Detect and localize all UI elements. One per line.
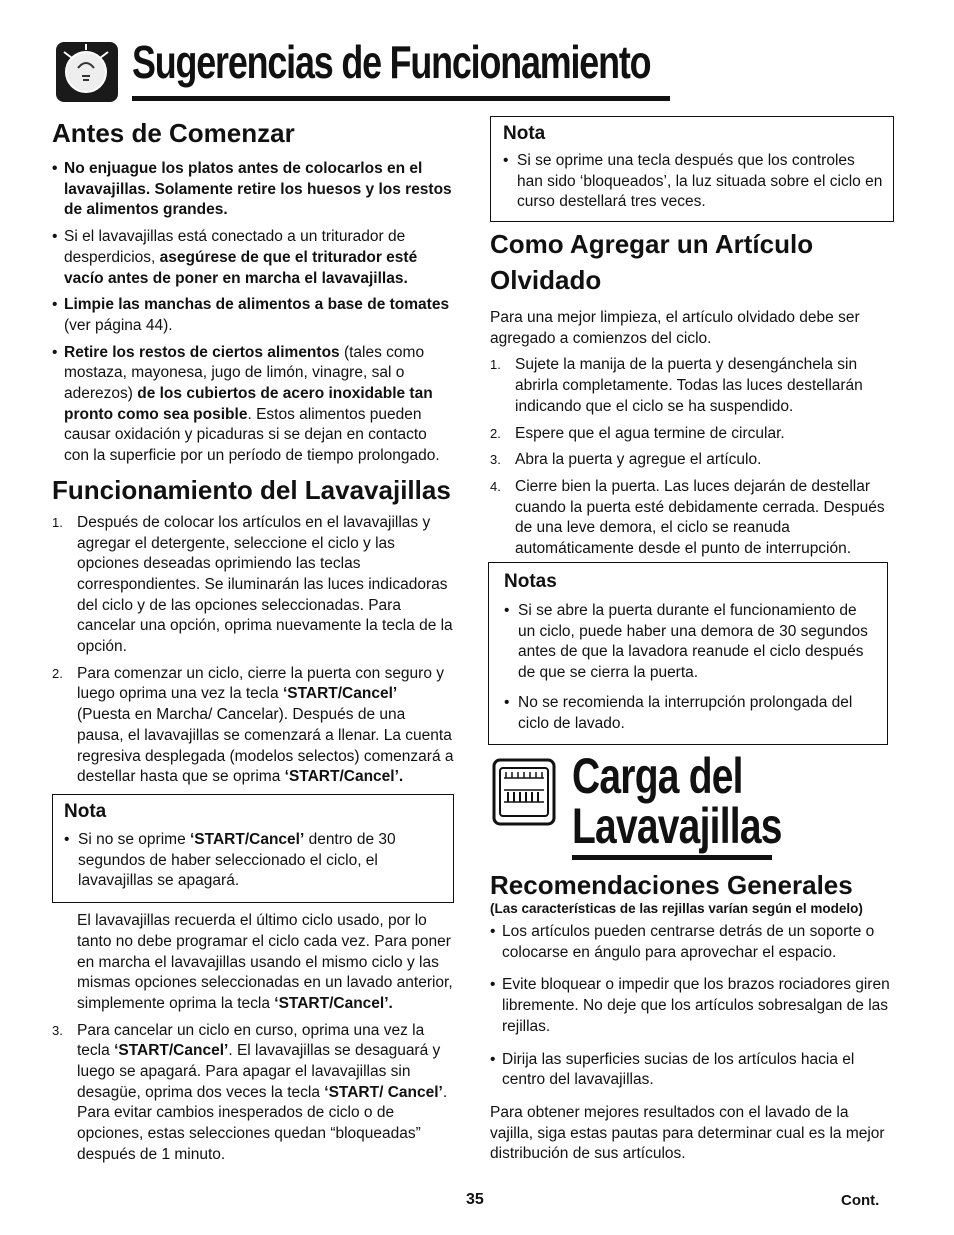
nota-box [52, 794, 454, 903]
list-item: 1. Sujete la manija de la puerta y desengánchela sin abrirla completamente. Todas las luces destellarán indicando que el ciclo se ha suspendido. [490, 356, 863, 415]
list-item: • No enjuague los platos antes de colocarlos en el lavavajillas. Solamente retire los huesos y los restos de alimentos grandes. [52, 159, 454, 221]
list-item: 3. Abra la puerta y agregue el artículo. [490, 451, 762, 469]
func-list [52, 513, 454, 788]
right-column-bottom [490, 868, 894, 1165]
nota-top-box [490, 116, 894, 222]
list-item: • Retire los restos de ciertos alimentos (tales como mostaza, mayonesa, jugo de limón, vinagre, sal o aderezos) de los cubiertos de acero inoxidable tan pronto como sea posible. Estos alimentos pueden causar oxidación y picaduras si se dejan en contacto con la superficie por un período de tiempo prolongado. [52, 343, 454, 467]
paragraph: Para una mejor limpieza, el artículo olvidado debe ser agregado a comienzos del ciclo. [490, 309, 860, 347]
nota-text: • Si se oprime una tecla después que los controles han sido ‘bloqueados’, la luz situada sobre el ciclo en curso destellará tres veces. [503, 151, 883, 213]
list-item: • Dirija las superficies sucias de los artículos hacia el centro del lavavajillas. [490, 1050, 894, 1091]
nota-text: • Si se abre la puerta durante el funcionamiento de un ciclo, puede haber una demora de 30 segundos antes de que la lavadora reanude el ciclo después de que se cierra la puerta. [504, 601, 877, 684]
list-item: • Los artículos pueden centrarse detrás de un soporte o colocarse en ángulo para aprovechar el espacio. [490, 922, 894, 963]
page-title: Sugerencias de Funcionamiento [132, 36, 651, 88]
agregar-list [490, 355, 894, 559]
nota-title: Nota [503, 123, 546, 144]
paragraph: Para obtener mejores resultados con el lavado de la vajilla, siga estas pautas para determinar cual es la mejor distribución de sus artículos. [490, 1103, 885, 1163]
heading-funcionamiento: Funcionamiento del Lavavajillas [52, 474, 451, 505]
notas-title: Notas [504, 571, 557, 592]
list-item: 4. Cierre bien la puerta. Las luces dejarán de destellar cuando la puerta esté debidamente cerrada. Después de una leve demora, el ciclo se reanuda automáticamente desde el punto de interrupción. [490, 477, 885, 558]
list-item: 2. Espere que el agua termine de circular. [490, 424, 785, 442]
subheading: (Las características de las rejillas varían según el modelo) [490, 901, 863, 916]
heading-recomendaciones: Recomendaciones Generales [490, 870, 853, 900]
right-column-top [490, 226, 894, 566]
title-rule [132, 96, 670, 101]
nota-text: • No se recomienda la interrupción prolongada del ciclo de lavado. [504, 693, 877, 734]
recom-list [490, 922, 894, 1091]
list-item: 2. Para comenzar un ciclo, cierre la puerta con seguro y luego oprima una vez la tecla ‘START/Cancel’ (Puesta en Marcha/ Cancelar). Después de una pausa, el lavavajillas se comenzará a llenar. La cuenta regresiva desplegada (modelos selectos) comenzará a destellar hasta que se oprima ‘START/Cancel’. [52, 664, 454, 786]
paragraph: El lavavajillas recuerda el último ciclo usado, por lo tanto no debe programar el ciclo cada vez. Para poner en marcha el lavavajillas usando el mismo ciclo y las mismas opciones seleccionadas en un lavado anterior, simplemente oprima la tecla ‘START/Cancel’. [77, 912, 453, 1012]
dishwasher-icon [492, 758, 556, 826]
left-column [52, 116, 454, 1172]
func-list-2 [52, 1021, 454, 1166]
page-number: 35 [466, 1191, 484, 1208]
section-title-line2: Lavavajillas [572, 798, 782, 854]
antes-list [52, 159, 454, 467]
nota-text: • Si no se oprime ‘START/Cancel’ dentro de 30 segundos de haber seleccionado el ciclo, el lavavajillas se apagará. [64, 830, 443, 892]
list-item: 1. Después de colocar los artículos en el lavavajillas y agregar el detergente, seleccione el ciclo y las opciones deseadas oprimiendo las teclas correspondientes. Se iluminarán las luces indicadoras del ciclo y de las opciones seleccionadas. Para cancelar una opción, oprima nuevamente la tecla de la opción. [52, 513, 453, 656]
list-item: • Limpie las manchas de alimentos a base de tomates (ver página 44). [52, 295, 454, 336]
heading-antes: Antes de Comenzar [52, 118, 295, 148]
continued-label: Cont. [841, 1192, 880, 1209]
heading-agregar: Como Agregar un Artículo Olvidado [490, 229, 814, 295]
notas-box [488, 562, 888, 745]
list-item: • Evite bloquear o impedir que los brazos rociadores giren libremente. No deje que los artículos sobresalgan de las rejillas. [490, 975, 894, 1037]
section-title-line1: Carga del [572, 748, 743, 804]
lightbulb-icon [56, 42, 118, 102]
list-item: • Si el lavavajillas está conectado a un triturador de desperdicios, asegúrese de que el triturador esté vacío antes de poner en marcha el lavavajillas. [52, 227, 454, 289]
nota-title: Nota [64, 800, 107, 822]
list-item: 3. Para cancelar un ciclo en curso, oprima una vez la tecla ‘START/Cancel’. El lavavajillas se desaguará y luego se apagará. Para apagar el lavavajillas sin desagüe, oprima dos veces la tecla ‘START/ Cancel’. Para evitar cambios inesperados de ciclo o de opciones, estas selecciones quedan “bloqueadas” después de 1 minuto. [52, 1021, 448, 1163]
section-rule [572, 855, 772, 860]
